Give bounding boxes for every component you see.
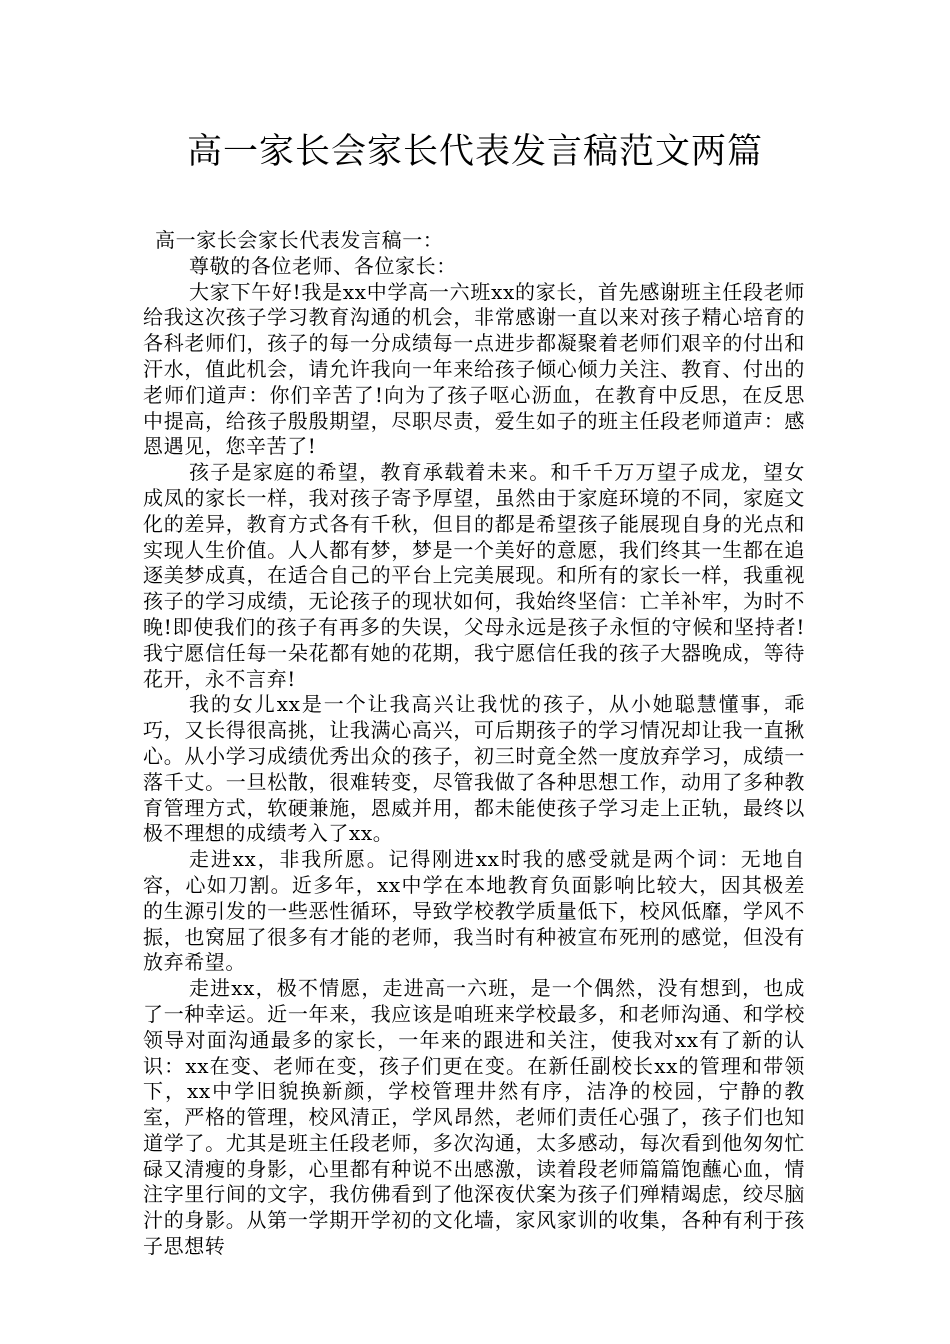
document-body	[143, 228, 805, 1260]
body-paragraph: 我的女儿xx是一个让我高兴让我忧的孩子，从小她聪慧懂事，乖巧，又长得很高挑，让我满心高兴，可后期孩子的学习情况却让我一直揪心。从小学习成绩优秀出众的孩子，初三时竟全然一度放弃学习，成绩一落千丈。一旦松散，很难转变，尽管我做了各种思想工作，动用了多种教育管理方式，软硬兼施，恩威并用，都未能使孩子学习走上正轨，最终以极不理想的成绩考入了xx。	[143, 692, 805, 846]
body-paragraph: 走进xx，极不情愿，走进高一六班，是一个偶然，没有想到，也成了一种幸运。近一年来，我应该是咱班来学校最多，和老师沟通、和学校领导对面沟通最多的家长，一年来的跟进和关注，使我对xx有了新的认识：xx在变、老师在变，孩子们更在变。在新任副校长xx的管理和带领下，xx中学旧貌换新颜，学校管理井然有序，洁净的校园，宁静的教室，严格的管理，校风清正，学风昂然，老师们责任心强了，孩子们也知道学了。尤其是班主任段老师，多次沟通，太多感动，每次看到他匆匆忙碌又清瘦的身影，心里都有种说不出感激，读着段老师篇篇饱蘸心血，情注字里行间的文字，我仿佛看到了他深夜伏案为孩子们殚精竭虑，绞尽脑汁的身影。从第一学期开学初的文化墙，家风家训的收集，各种有利于孩子思想转	[143, 976, 805, 1259]
document-title: 高一家长会家长代表发言稿范文两篇	[186, 132, 763, 172]
speech-subtitle: 高一家长会家长代表发言稿一：	[155, 228, 444, 252]
body-paragraph: 大家下午好!我是xx中学高一六班xx的家长，首先感谢班主任段老师给我这次孩子学习教育沟通的机会，非常感谢一直以来对孩子精心培育的各科老师们，孩子的每一分成绩每一点进步都凝聚着老师们艰辛的付出和汗水，值此机会，请允许我向一年来给孩子倾心倾力关注、教育、付出的老师们道声：你们辛苦了!向为了孩子呕心沥血，在教育中反思，在反思中提高，给孩子殷殷期望，尽职尽责，爱生如子的班主任段老师道声：感恩遇见，您辛苦了!	[143, 279, 805, 459]
greeting-line: 尊敬的各位老师、各位家长：	[189, 253, 457, 278]
body-paragraph: 孩子是家庭的希望，教育承载着未来。和千千万万望子成龙，望女成凤的家长一样，我对孩子寄予厚望，虽然由于家庭环境的不同，家庭文化的差异，教育方式各有千秋，但目的都是希望孩子能展现自身的光点和实现人生价值。人人都有梦，梦是一个美好的意愿，我们终其一生都在追逐美梦成真，在适合自己的平台上完美展现。和所有的家长一样，我重视孩子的学习成绩，无论孩子的现状如何，我始终坚信：亡羊补牢，为时不晚!即使我们的孩子有再多的失误，父母永远是孩子永恒的守候和坚持者!我宁愿信任每一朵花都有她的花期，我宁愿信任我的孩子大器晚成，等待花开，永不言弃!	[143, 460, 805, 691]
body-paragraph: 走进xx，非我所愿。记得刚进xx时我的感受就是两个词：无地自容，心如刀割。近多年，xx中学在本地教育负面影响比较大，因其极差的生源引发的一些恶性循环，导致学校教学质量低下，校风低靡，学风不振，也窝屈了很多有才能的老师，我当时有种被宣布死刑的感觉，但没有放弃希望。	[143, 847, 805, 975]
